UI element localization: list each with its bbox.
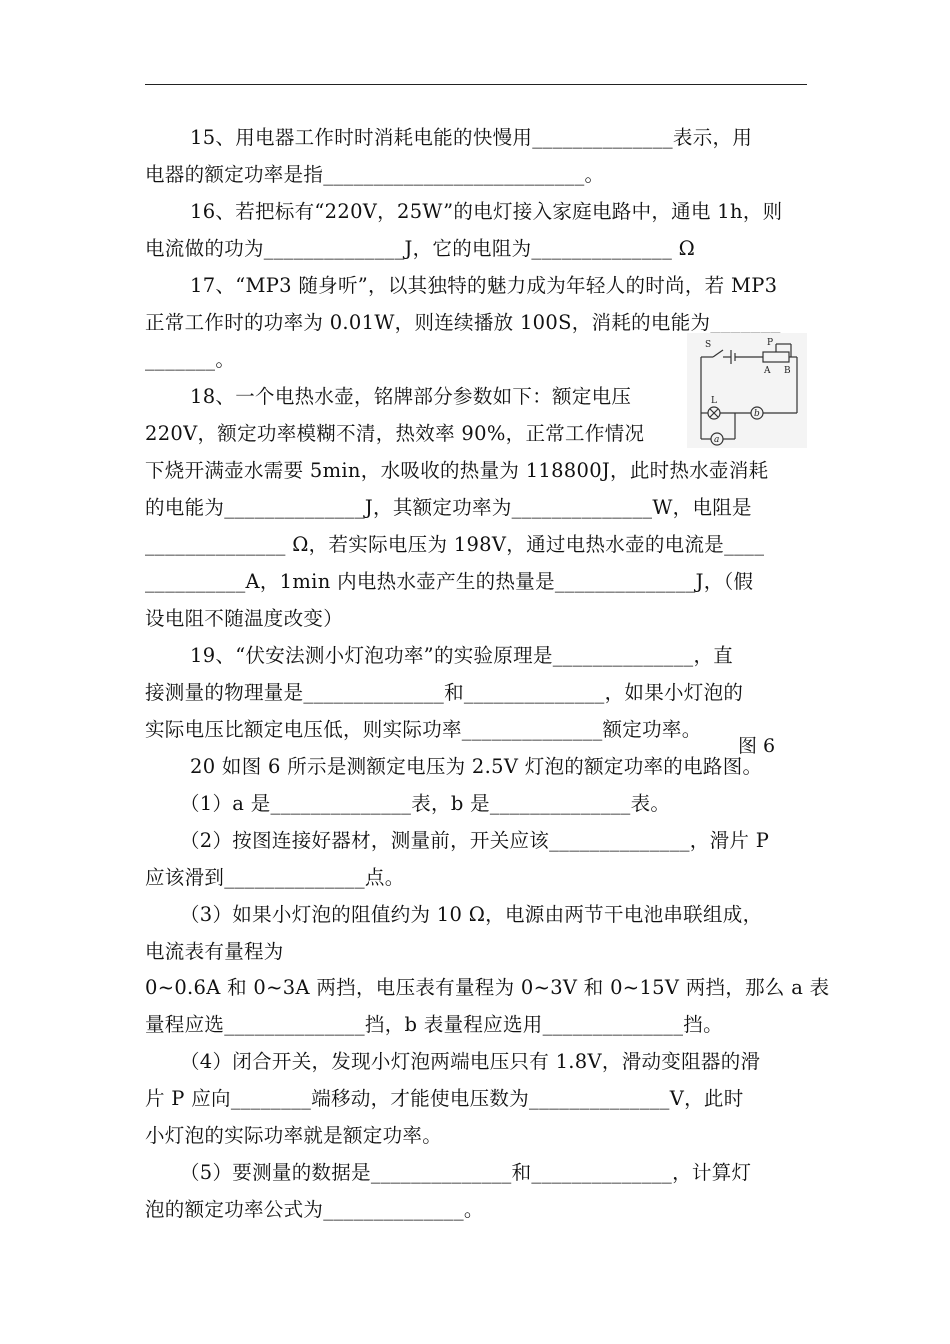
meter-b-label: b — [754, 409, 760, 419]
q17-line-1: 17、“MP3 随身听”，以其独特的魅力成为年轻人的时尚，若 MP3 — [190, 274, 778, 297]
q17-line-3: _______。 — [145, 348, 236, 371]
switch-label: S — [705, 340, 712, 350]
q20-part3-line-1: （3）如果小灯泡的阻值约为 10 Ω，电源由两节干电池串联组成， — [180, 903, 763, 926]
header-rule — [145, 84, 807, 85]
q16-line-1: 16、若把标有“220V，25W”的电灯接入家庭电路中，通电 1h，则 — [190, 200, 783, 223]
q18-line-6: __________A，1min 内电热水壶产生的热量是______________J，（假 — [145, 570, 754, 593]
slider-label: P — [767, 338, 774, 348]
q18-line-4: 的电能为______________J，其额定功率为______________W，电阻是 — [145, 496, 752, 519]
q15-line-2: 电器的额定功率是指__________________________。 — [145, 163, 605, 186]
q18-line-2: 220V，额定功率模糊不清，热效率 90%，正常工作情况 — [145, 422, 645, 445]
q20-part4-line-2: 片 P 应向________端移动，才能使电压数为______________V，此时 — [145, 1087, 744, 1110]
q18-line-5: ______________ Ω，若实际电压为 198V，通过电热水壶的电流是____ — [145, 533, 765, 556]
end-a-label: A — [764, 366, 771, 376]
q20-intro: 20 如图 6 所示是测额定电压为 2.5V 灯泡的额定功率的电路图。 — [190, 755, 763, 778]
q20-part2-line-1: （2）按图连接好器材，测量前，开关应该______________，滑片 P — [180, 829, 770, 852]
q20-part4-line-1: （4）闭合开关，发现小灯泡两端电压只有 1.8V，滑动变阻器的滑 — [180, 1050, 761, 1073]
q16-line-2: 电流做的功为______________J，它的电阻为______________ Ω — [145, 237, 696, 260]
figure-caption: 图 6 — [738, 735, 776, 757]
q20-part4-line-3: 小灯泡的实际功率就是额定功率。 — [145, 1124, 443, 1147]
q20-part3-line-2: 电流表有量程为 — [145, 940, 284, 963]
q20-part3-line-3: 0~0.6A 和 0~3A 两挡，电压表有量程为 0~3V 和 0~15V 两挡，那么 a 表 — [145, 976, 830, 999]
q19-line-2: 接测量的物理量是______________和______________，如果小灯泡的 — [145, 681, 744, 704]
q18-line-7: 设电阻不随温度改变） — [145, 607, 344, 630]
q20-part1: （1）a 是______________表，b 是______________表。 — [180, 792, 671, 815]
q18-line-1: 18、一个电热水壶，铭牌部分参数如下：额定电压 — [190, 385, 632, 408]
q19-line-1: 19、“伏安法测小灯泡功率”的实验原理是______________，直 — [190, 644, 734, 667]
q19-line-3: 实际电压比额定电压低，则实际功率______________额定功率。 — [145, 718, 702, 741]
q20-part2-line-2: 应该滑到______________点。 — [145, 866, 405, 889]
lamp-label: L — [711, 396, 717, 406]
end-b-label: B — [784, 366, 791, 376]
meter-a-label: a — [714, 435, 720, 445]
q15-line-1: 15、用电器工作时时消耗电能的快慢用______________表示，用 — [190, 126, 753, 149]
q20-part5-line-2: 泡的额定功率公式为______________。 — [145, 1198, 484, 1221]
q20-part5-line-1: （5）要测量的数据是______________和______________，计算灯 — [180, 1161, 752, 1184]
circuit-diagram — [687, 333, 807, 448]
q18-line-3: 下烧开满壶水需要 5min，水吸收的热量为 118800J，此时热水壶消耗 — [145, 459, 769, 482]
q17-line-2: 正常工作时的功率为 0.01W，则连续播放 100S，消耗的电能为_______ — [145, 311, 781, 334]
q20-part3-line-4: 量程应选______________挡，b 表量程应选用______________挡。 — [145, 1013, 723, 1036]
